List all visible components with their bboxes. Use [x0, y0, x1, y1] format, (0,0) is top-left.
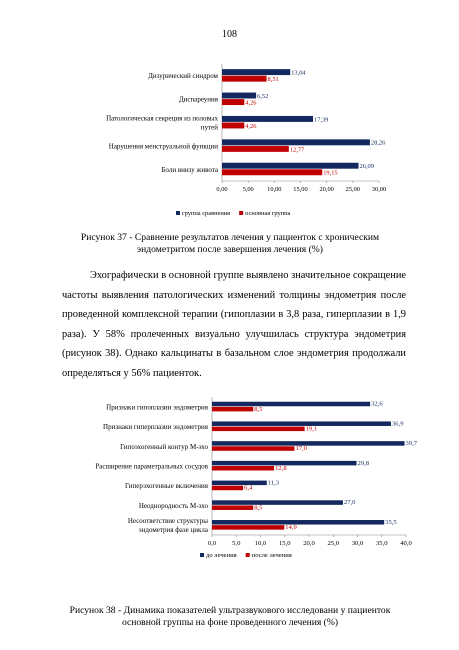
x-tick-label: 10,00: [267, 186, 282, 193]
bar-series1: [212, 520, 384, 525]
category-label: Признаки гипоплазии эндометрия: [106, 403, 208, 412]
legend-swatch: [246, 553, 250, 557]
category-label: Нарушения менструальной функции: [108, 142, 218, 151]
figure-37-caption: Рисунок 37 - Сравнение результатов лечения у пациенток с хроническим эндометритом после завершения лечения (%): [80, 232, 380, 255]
legend-entry: группа сравнения: [182, 210, 231, 217]
bar-series2: [212, 505, 253, 510]
figure-38-caption: Рисунок 38 - Динамика показателей ультразвукового исследовани у пациенток основной группы на фоне проведенного лечения (%): [69, 605, 391, 628]
x-tick-label: 25,0: [327, 540, 340, 547]
data-label: 14,9: [285, 524, 297, 532]
x-tick-label: 25,00: [345, 186, 361, 193]
legend-entry: основная группа: [245, 210, 291, 217]
data-label: 29,8: [357, 459, 370, 467]
legend-swatch: [200, 553, 204, 557]
x-tick-label: 0,0: [207, 540, 217, 547]
bar-series1: [212, 481, 267, 486]
bar-series1: [222, 116, 313, 122]
bar-series2: [212, 407, 253, 412]
data-label: 8,5: [254, 504, 263, 512]
legend-swatch: [239, 211, 243, 215]
legend-entry: до лечения: [206, 552, 237, 559]
data-label: 12,8: [275, 464, 287, 472]
x-tick-label: 30,00: [371, 186, 387, 193]
category-label: Расширение параметральных сосудов: [95, 462, 208, 471]
x-tick-label: 35,0: [375, 540, 388, 547]
data-label: 13,04: [291, 69, 306, 77]
body-paragraph: Эхографически в основной группе выявлено значительное сокращение частоты выявления патологических изменений толщины эндометрия после проведенной комплексной терапии (гипоплазии в 3,8 раза, гиперплазии в 1,9 раза). У 58% пролеченных визуально улучшилась структура эндометрия (рисунок 38). Однако кальцинаты в базальном слое эндометрия продолжали определяться у 56% пациенток.: [62, 270, 406, 379]
data-label: 4,26: [245, 99, 257, 107]
bar-series1: [212, 441, 405, 446]
data-label: 36,9: [391, 420, 404, 428]
x-tick-label: 0,00: [216, 186, 228, 193]
data-label: 8,51: [267, 76, 279, 84]
data-label: 6,52: [257, 92, 269, 100]
bar-series2: [212, 446, 294, 451]
data-label: 12,77: [289, 146, 305, 154]
data-label: 6,4: [244, 484, 253, 492]
x-tick-label: 5,00: [242, 186, 254, 193]
x-tick-label: 20,00: [319, 186, 334, 193]
x-tick-label: 15,0: [278, 540, 291, 547]
category-label: Патологическая секреция из половых: [106, 114, 218, 123]
x-tick-label: 5,0: [232, 540, 241, 547]
data-label: 4,26: [245, 122, 257, 130]
bar-series2: [222, 76, 267, 82]
chart-ultrasound-dynamics: [0, 391, 459, 591]
bar-series2: [212, 466, 274, 471]
category-label: Гиперэхогенные включения: [125, 482, 208, 491]
data-label: 11,3: [267, 479, 280, 487]
data-label: 19,1: [305, 425, 318, 433]
bar-series1: [212, 421, 391, 426]
data-label: 35,5: [385, 518, 397, 526]
category-label: Гипоэхогенный контур М-эхо: [120, 442, 208, 451]
data-label: 19,15: [323, 169, 338, 177]
bar-series2: [222, 169, 322, 175]
legend-entry: после лечения: [251, 552, 292, 559]
x-tick-label: 15,00: [293, 186, 308, 193]
x-tick-label: 30,0: [351, 540, 364, 547]
bar-series2: [222, 146, 289, 152]
bar-series2: [222, 123, 244, 129]
bar-series1: [222, 163, 359, 169]
bar-series1: [212, 402, 370, 407]
category-label: эндометрия фазе цикла: [138, 526, 208, 535]
data-label: 8,5: [254, 405, 263, 413]
data-label: 27,0: [343, 499, 356, 507]
data-label: 39,7: [405, 440, 418, 448]
category-label: Признаки гиперплазии эндометрия: [103, 423, 208, 432]
category-label: путей: [200, 123, 218, 132]
category-label: Диспареуния: [178, 95, 218, 104]
category-label: Неоднородность М-эхо: [138, 501, 208, 510]
x-tick-label: 10,0: [254, 540, 267, 547]
x-tick-label: 40,0: [400, 540, 412, 547]
bar-series2: [212, 525, 284, 530]
data-label: 26,09: [359, 163, 374, 171]
bar-series2: [212, 427, 305, 432]
chart-treatment-results: [0, 58, 459, 228]
bar-series2: [222, 99, 244, 105]
bar-series1: [212, 500, 343, 505]
bar-series1: [222, 93, 256, 99]
x-tick-label: 20,0: [303, 540, 315, 547]
bar-series1: [222, 69, 290, 75]
category-label: Дизурический синдром: [148, 72, 218, 81]
data-label: 32,6: [371, 400, 383, 408]
data-label: 17,0: [295, 445, 307, 453]
bar-series1: [222, 139, 370, 145]
data-label: 17,39: [314, 116, 329, 124]
data-label: 28,26: [370, 139, 386, 147]
legend-swatch: [176, 211, 180, 215]
bar-series2: [212, 486, 243, 491]
page-number: 108: [222, 29, 237, 40]
category-label: Боли внизу живота: [161, 165, 218, 174]
category-label: Несоответствие структуры: [127, 517, 208, 526]
